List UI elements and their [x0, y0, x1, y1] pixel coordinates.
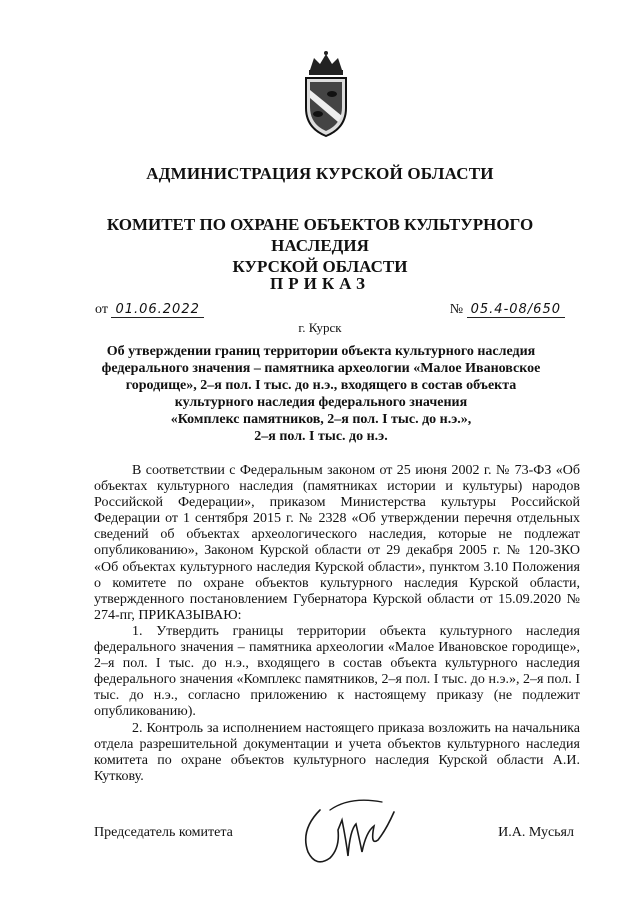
order-subject — [90, 343, 552, 445]
subject-line: «Комплекс памятников, 2–я пол. I тыс. до н.э.», — [170, 412, 472, 427]
number-field — [450, 302, 565, 318]
committee-title-line2: КУРСКОЙ ОБЛАСТИ — [232, 257, 408, 276]
date-value: 01.06.2022 — [111, 302, 203, 318]
signatory-position: Председатель комитета — [94, 825, 233, 840]
subject-line: культурного наследия федерального значения — [174, 395, 468, 410]
item-1-paragraph: 1. Утвердить границы территории объекта культурного наследия федерального значения – памятника археологии «Малое Ивановское городище», 2–я пол. I тыс. до н.э., входящего в состав объекта культурного наследия федерального значения «Комплекс памятников, 2–я пол. I тыс. до н.э.», 2–я пол. I тыс. до н.э., согласно приложению к настоящему приказу (не подлежит опубликованию). — [94, 623, 580, 720]
number-prefix: № — [449, 302, 464, 317]
organization-title: АДМИНИСТРАЦИЯ КУРСКОЙ ОБЛАСТИ — [146, 164, 494, 183]
committee-title-line1: КОМИТЕТ ПО ОХРАНЕ ОБЪЕКТОВ КУЛЬТУРНОГО НАСЛЕДИЯ — [106, 215, 534, 255]
subject-line: 2–я пол. I тыс. до н.э. — [254, 429, 388, 444]
city: г. Курск — [298, 320, 342, 335]
order-body — [94, 463, 580, 785]
subject-line: Об утверждении границ территории объекта культурного наследия — [106, 344, 536, 359]
handwritten-signature-icon — [290, 790, 410, 880]
date-prefix: от — [95, 302, 108, 317]
number-value: 05.4-08/650 — [467, 302, 565, 318]
committee-title — [60, 214, 580, 277]
document-type: ПРИКАЗ — [270, 274, 370, 293]
preamble-paragraph: В соответствии с Федеральным законом от 25 июня 2002 г. № 73-ФЗ «Об объектах культурного наследия (памятниках истории и культуры) народов Российской Федерации», приказом Министерства культуры Российской Федерации от 1 сентября 2015 г. № 2328 «Об утверждении перечня отдельных сведений об объектах археологического наследия, которые не подлежат опубликованию», Законом Курской области от 29 декабря 2005 г. № 120-ЗКО «Об объектах культурного наследия Курской области», пунктом 3.10 Положения о комитете по охране объектов культурного наследия Курской области, утвержденного постановлением Губернатора Курской области от 15.09.2020 № 274-пг, ПРИКАЗЫВАЮ: — [94, 463, 580, 623]
date-field — [95, 302, 204, 318]
subject-line: городище», 2–я пол. I тыс. до н.э., входящего в состав объекта — [125, 378, 517, 393]
kursk-coat-of-arms-icon — [296, 50, 356, 140]
signatory-name: И.А. Мусьял — [498, 825, 574, 840]
subject-line: федерального значения – памятника археологии «Малое Ивановское — [101, 361, 541, 376]
item-2-paragraph: 2. Контроль за исполнением настоящего приказа возложить на начальника отдела разрешительной документации и учета объектов культурного наследия комитета по охране объектов культурного наследия Курской области А.И. Куткову. — [94, 720, 580, 784]
